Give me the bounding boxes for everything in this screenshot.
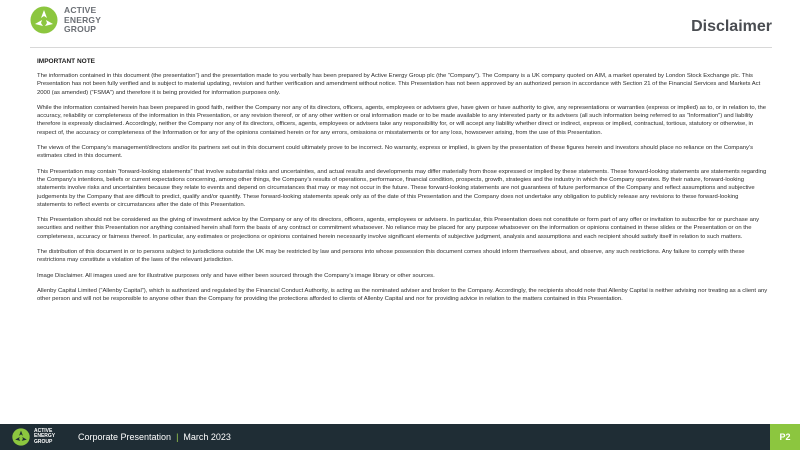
footer-logo [12, 428, 55, 446]
paragraph-investment-advice: This Presentation should not be considered as the giving of investment advice by the Company or any of its directors, officers, agents, employees or advisers. In particular, this Presentation does not constitute or form part of any offer or invitation to subscribe for or purchase any securities and neither this Presentation nor anything contained herein shall form the basis of any contract or commitment whatsoever. No reliance may be placed for any purpose whatsoever on the information or opinions contained in these slides or the Presentation or on the completeness, accuracy or fairness thereof. In particular, any estimates or projections or opinions contained herein necessarily involve significant elements of subjective judgment, analysis and assumptions and each recipient should satisfy itself in relation to such matters. [37, 217, 760, 240]
paragraph-views: The views of the Company’s management/directors and/or its partners set out in this document could ultimately prove to be incorrect. No warranty, express or implied, is given by the presentation of these figures herein and investors should place no reliance on the Company’s estimates cited in this document. [37, 145, 754, 160]
header-divider [30, 47, 772, 48]
page-header [0, 0, 800, 50]
paragraph-intro: The information contained in this document (the presentation”) and the presentation made to you verbally has been prepared by Active Energy Group plc (the “Company”). The Company is a UK company quoted on AIM, a market operated by London Stock Exchange plc. This Presentation has not been fully verified and is subject to material updating, revision and further verification and amendment without notice. This Presentation has not been approved by an authorized person in accordance with Section 21 of the Financial Services and Markets Act 2000 (as amended) (“FSMA”) and therefore it is being provided for information purposes only. [37, 73, 761, 96]
footer-logo-line-3: GROUP [34, 438, 53, 445]
paragraph-forward-looking: This Presentation may contain “forward-looking statements” that involve substantial risks and uncertainties, and actual results and developments may differ materially from those expressed or implied by these statements. These forward-looking statements are statements regarding the Company’s intentions, beliefs or current expectations concerning, among other things, the Company’s results of operations, performance, financial condition, prospects, growth, strategies and the industry in which the Company operates. By their nature, forward-looking statements involve risks and uncertainties because they relate to events and depend on circumstances that may or may not occur in the future. These forward-looking statements are not guarantees of future performance of the Company and reflect assumptions and subjective judgements by the Company that are difficult to predict, qualify and/or quantify. These forward-looking statements speak only as of the date of this Presentation and the Company does not undertake any obligation to publicly release any revisions to these forward-looking statements to reflect events or circumstances after the date of this Presentation. [37, 168, 767, 208]
section-heading: IMPORTANT NOTE [37, 58, 96, 65]
paragraph-good-faith: While the information contained herein has been prepared in good faith, neither the Company nor any of its directors, officers, agents, employees or advisers give, have given or have authority to give, any representations or warranties (express or implied) as to, or in relation to, the accuracy, reliability or completeness of the information in this Presentation, or any revision thereof, or of any other written or oral information made or to be made available to any interested party or its advisers (all such information being referred to as “Information”) and liability therefore is expressly disclaimed. Accordingly, neither the Company nor any of its directors, officers, agents, employees or advisers take any responsibility for, or will accept any liability whether direct or indirect, express or implied, contractual, tortious, statutory or otherwise, in respect of, the accuracy or completeness of the Information or for any of the opinions contained herein or for any errors, omissions or misstatements or for any loss, howsoever arising, from the use of this Presentation. [37, 104, 767, 136]
paragraph-allenby: Allenby Capital Limited (“Allenby Capital”), which is authorized and regulated by the Financial Conduct Authority, is acting as the nominated adviser and broker to the Company. Accordingly, the recipients should note that Allenby Capital is neither advising nor treating as a client any other person and will not be responsible to anyone other than the Company for providing the protections afforded to clients of Allenby Capital and nor for providing advice in relation to the matters contained in this Presentation. [37, 287, 768, 303]
logo-line-3: GROUP [64, 24, 97, 34]
logo-wordmark [64, 6, 101, 35]
footer-logo-wordmark [34, 429, 55, 446]
footer-leaf-logo-icon [12, 428, 30, 446]
logo-line-1: ACTIVE [64, 5, 97, 15]
paragraph-image-disclaimer: Image Disclaimer. All images used are for illustrative purposes only and have either been sourced through the Company’s image library or other sources. [37, 272, 435, 279]
footer-logo-line-2: ENERGY [34, 433, 56, 440]
leaf-logo-icon [30, 6, 58, 34]
page-footer [0, 424, 800, 450]
paragraph-distribution: The distribution of this document in or to persons subject to jurisdictions outside the UK may be restricted by law and persons into whose possession this document comes should inform themselves about, and observe, any such restrictions. Any failure to comply with these restrictions may constitute a violation of the laws of the relevant jurisdiction. [37, 249, 745, 264]
disclaimer-body [37, 58, 768, 408]
logo-line-2: ENERGY [64, 14, 102, 25]
footer-caption [78, 432, 231, 442]
page-number-badge: P2 [770, 424, 800, 450]
footer-logo-line-1: ACTIVE [34, 427, 53, 434]
company-logo [30, 6, 101, 35]
page-title: Disclaimer [691, 18, 772, 35]
footer-presentation-label: Corporate Presentation [78, 432, 172, 442]
footer-separator: | [176, 432, 179, 442]
footer-date: March 2023 [183, 432, 231, 442]
